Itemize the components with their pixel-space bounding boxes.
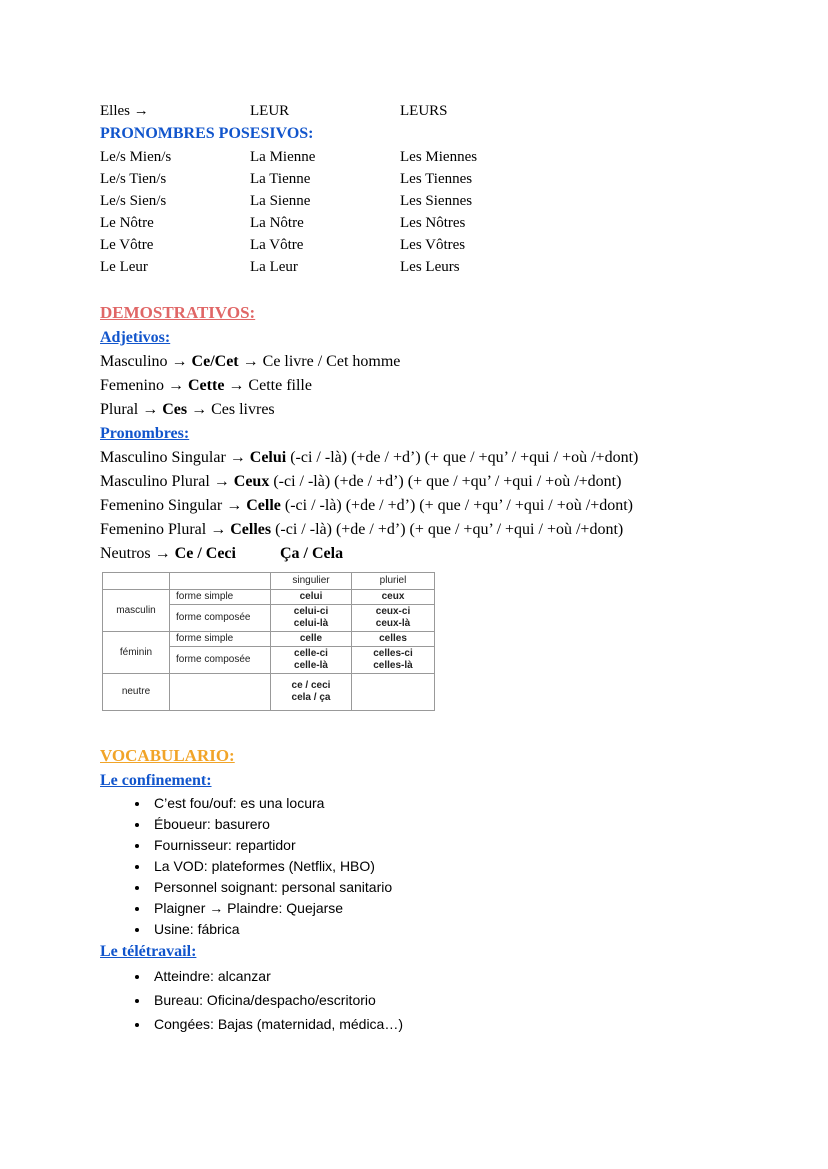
list-item: • Usine: fábrica	[150, 919, 800, 940]
posesivos-title: PRONOMBRES POSESIVOS:	[100, 125, 314, 142]
list-item: • Congées: Bajas (maternidad, médica…)	[150, 1012, 800, 1036]
table-cell: celle	[271, 632, 352, 647]
cell: Le Nôtre	[100, 215, 154, 231]
row-header: féminin	[103, 632, 170, 674]
row-subheader: forme composée	[170, 647, 271, 674]
vocabulario-title: VOCABULARIO:	[100, 746, 235, 765]
table-cell: ceux-ci ceux-là	[352, 605, 435, 632]
pronombre-line: Masculino Plural → Ceux (-ci / -là) (+de / +d’) (+ que / +qu’ / +qui / +où /+dont)	[100, 473, 622, 490]
row-subheader: forme simple	[170, 632, 271, 647]
table-row	[103, 632, 435, 647]
posesivos-row	[100, 234, 800, 256]
demonstratives-table-image	[102, 572, 800, 711]
cell: LEUR	[250, 103, 290, 119]
adjetivo-line: Femenino → Cette → Cette fille	[100, 377, 312, 394]
pronombre-line: Femenino Plural → Celles (-ci / -là) (+de / +d’) (+ que / +qu’ / +qui / +où /+dont)	[100, 521, 624, 538]
pronombre-line: Masculino Singular → Celui (-ci / -là) (+de / +d’) (+ que / +qu’ / +qui / +où /+dont)	[100, 449, 639, 466]
adjetivos-title: Adjetivos:	[100, 329, 171, 346]
posesivos-row	[100, 212, 800, 234]
table-cell: ce / ceci cela / ça	[271, 674, 352, 711]
teletravail-list	[100, 964, 800, 1036]
row-subheader: forme simple	[170, 590, 271, 605]
list-item: • Personnel soignant: personal sanitario	[150, 877, 800, 898]
cell: Le Vôtre	[100, 237, 154, 253]
document-page	[100, 100, 800, 1036]
cell: La Leur	[250, 259, 298, 275]
cell: La Mienne	[250, 149, 316, 165]
neutros-line: Neutros → Ce / Ceci Ça / Cela	[100, 545, 344, 562]
list-item: • Fournisseur: repartidor	[150, 835, 800, 856]
pronombre-line: Femenino Singular → Celle (-ci / -là) (+de / +d’) (+ que / +qu’ / +qui / +où /+dont)	[100, 497, 633, 514]
elles-row	[100, 100, 800, 122]
demostrativos-title: DEMOSTRATIVOS:	[100, 303, 256, 322]
table-cell: celles	[352, 632, 435, 647]
list-item: • Plaigner → Plaindre: Quejarse	[150, 898, 800, 919]
cell: Le/s Sien/s	[100, 193, 167, 209]
table-row	[103, 590, 435, 605]
posesivos-row	[100, 190, 800, 212]
cell: La Vôtre	[250, 237, 304, 253]
list-item: • C’est fou/ouf: es una locura	[150, 793, 800, 814]
list-item: • La VOD: plateformes (Netflix, HBO)	[150, 856, 800, 877]
table-cell: celles-ci celles-là	[352, 647, 435, 674]
confinement-list	[100, 793, 800, 940]
pronombres-title: Pronombres:	[100, 425, 190, 442]
cell: Les Leurs	[400, 259, 460, 275]
cell: La Sienne	[250, 193, 311, 209]
cell: Elles →	[100, 103, 149, 119]
row-header: masculin	[103, 590, 170, 632]
adjetivo-line: Masculino → Ce/Cet → Ce livre / Cet homme	[100, 353, 401, 370]
cell: Les Miennes	[400, 149, 478, 165]
row-subheader: forme composée	[170, 605, 271, 632]
demonstratives-table	[102, 572, 435, 711]
cell: La Tienne	[250, 171, 311, 187]
adjetivo-line: Plural → Ces → Ces livres	[100, 401, 275, 418]
table-cell: celle-ci celle-là	[271, 647, 352, 674]
confinement-title: Le confinement:	[100, 772, 212, 789]
cell: Le/s Tien/s	[100, 171, 167, 187]
table-cell: celui-ci celui-là	[271, 605, 352, 632]
list-item: • Atteindre: alcanzar	[150, 964, 800, 988]
cell: Les Nôtres	[400, 215, 466, 231]
cell: Les Siennes	[400, 193, 473, 209]
cell: Les Tiennes	[400, 171, 473, 187]
row-header: neutre	[103, 674, 170, 711]
cell: LEURS	[400, 103, 448, 119]
cell: Le Leur	[100, 259, 148, 275]
cell: Les Vôtres	[400, 237, 466, 253]
posesivos-row	[100, 168, 800, 190]
list-item: • Éboueur: basurero	[150, 814, 800, 835]
teletravail-title: Le télétravail:	[100, 943, 197, 960]
col-header: singulier	[271, 573, 352, 590]
cell: La Nôtre	[250, 215, 304, 231]
posesivos-row	[100, 146, 800, 168]
posesivos-row	[100, 256, 800, 278]
list-item: • Bureau: Oficina/despacho/escritorio	[150, 988, 800, 1012]
table-row	[103, 573, 435, 590]
col-header: pluriel	[352, 573, 435, 590]
table-cell: ceux	[352, 590, 435, 605]
cell: Le/s Mien/s	[100, 149, 172, 165]
table-row	[103, 674, 435, 711]
table-cell: celui	[271, 590, 352, 605]
